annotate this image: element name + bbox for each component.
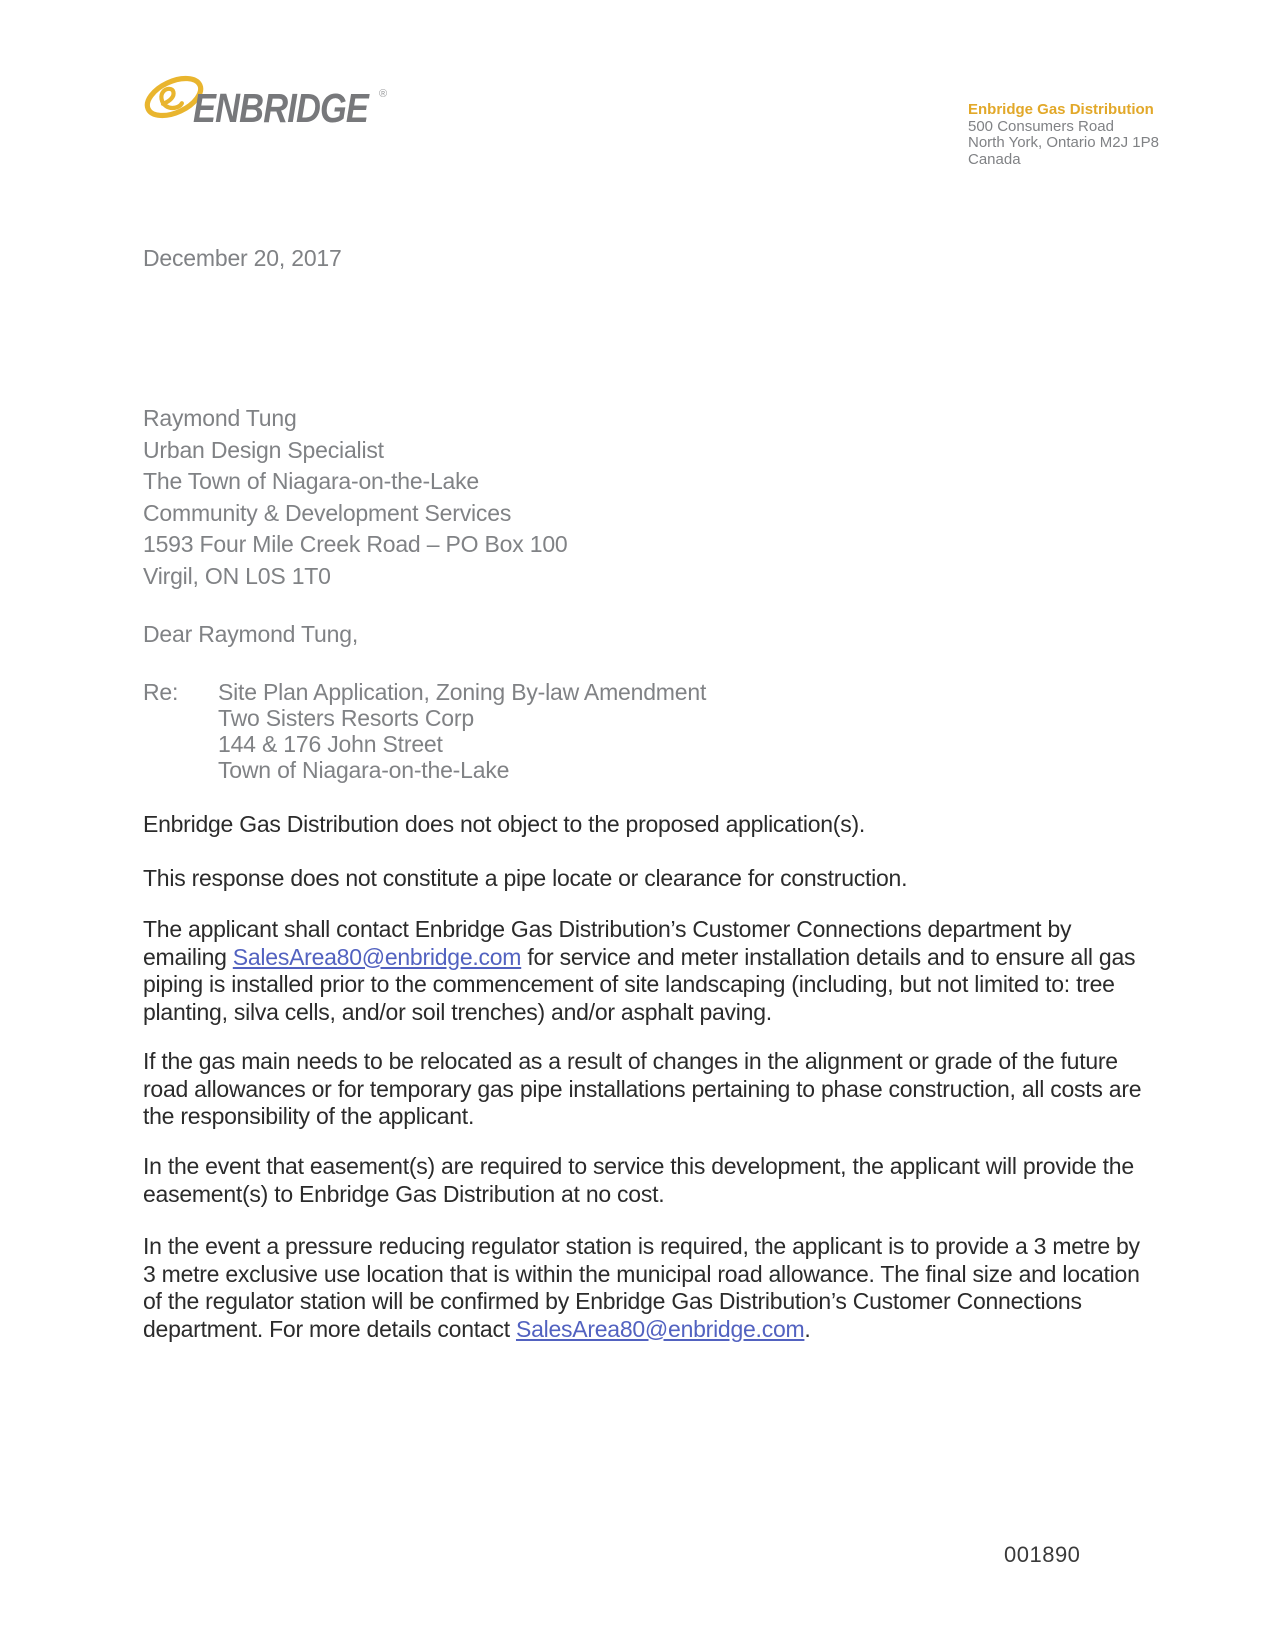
re-subject-lines — [218, 679, 706, 783]
recipient-organization: The Town of Niagara-on-the-Lake — [143, 468, 480, 494]
letterhead-address-block — [968, 102, 1159, 168]
paragraph-text: for service and meter installation details and to ensure all gas piping is installed prior to the commencement of site landscaping (including, but not limited to: tree planting, silva cells, and/or soil trenches) and/or asphalt paving. — [143, 943, 1136, 1025]
re-label: Re: — [143, 679, 179, 705]
re-subject-line: 144 & 176 John Street — [218, 731, 443, 757]
paragraph-text: . — [804, 1315, 811, 1342]
recipient-title: Urban Design Specialist — [143, 436, 384, 463]
letterhead-address-line: Canada — [968, 150, 1021, 168]
email-link-sales-area80[interactable]: SalesArea80@enbridge.com — [515, 1315, 805, 1342]
email-link-sales-area80[interactable]: SalesArea80@enbridge.com — [232, 943, 522, 970]
re-subject-line: Town of Niagara-on-the-Lake — [218, 757, 510, 783]
registered-trademark-symbol: ® — [379, 88, 388, 100]
paragraph-text: In the event a pressure reducing regulator station is required, the applicant is to provide a 3 metre by 3 metre exclusive use location that is within the municipal road allowance. The final size and location of the regulator station will be confirmed by Enbridge Gas Distribution’s Customer Connections department. For more details contact — [143, 1233, 1140, 1342]
letterhead-company-name: Enbridge Gas Distribution — [968, 101, 1154, 118]
re-subject-block — [143, 679, 706, 783]
salutation: Dear Raymond Tung, — [143, 621, 359, 647]
recipient-address-block — [143, 403, 568, 592]
recipient-street-address: 1593 Four Mile Creek Road – PO Box 100 — [143, 531, 568, 557]
recipient-name: Raymond Tung — [143, 405, 297, 431]
recipient-city-postal: Virgil, ON L0S 1T0 — [143, 562, 331, 589]
paragraph-customer-connections — [143, 916, 1158, 1026]
enbridge-wordmark: ENBRIDGE — [193, 85, 369, 131]
re-subject-line: Site Plan Application, Zoning By-law Amendment — [218, 679, 707, 705]
page-number: 001890 — [1004, 1542, 1081, 1567]
paragraph-gas-main-relocation: If the gas main needs to be relocated as a result of changes in the alignment or grade of the future road allowances or for temporary gas pipe installations pertaining to phase construction, all costs are the responsibility of the applicant. — [143, 1048, 1142, 1129]
paragraph-disclaimer: This response does not constitute a pipe locate or clearance for construction. — [143, 865, 908, 891]
paragraph-easements: In the event that easement(s) are required to service this development, the applicant will provide the easement(s) to Enbridge Gas Distribution at no cost. — [143, 1153, 1134, 1207]
letterhead-address-line: 500 Consumers Road — [968, 117, 1114, 135]
recipient-department: Community & Development Services — [143, 499, 512, 526]
letterhead-address-line: North York, Ontario M2J 1P8 — [968, 134, 1159, 151]
paragraph-no-objection: Enbridge Gas Distribution does not object to the proposed application(s). — [143, 811, 866, 837]
paragraph-regulator-station — [143, 1233, 1158, 1343]
paragraph-text: The applicant shall contact Enbridge Gas Distribution’s Customer Connections department by emailing — [143, 916, 1072, 970]
re-subject-line: Two Sisters Resorts Corp — [218, 705, 474, 731]
letter-date: December 20, 2017 — [143, 245, 342, 271]
